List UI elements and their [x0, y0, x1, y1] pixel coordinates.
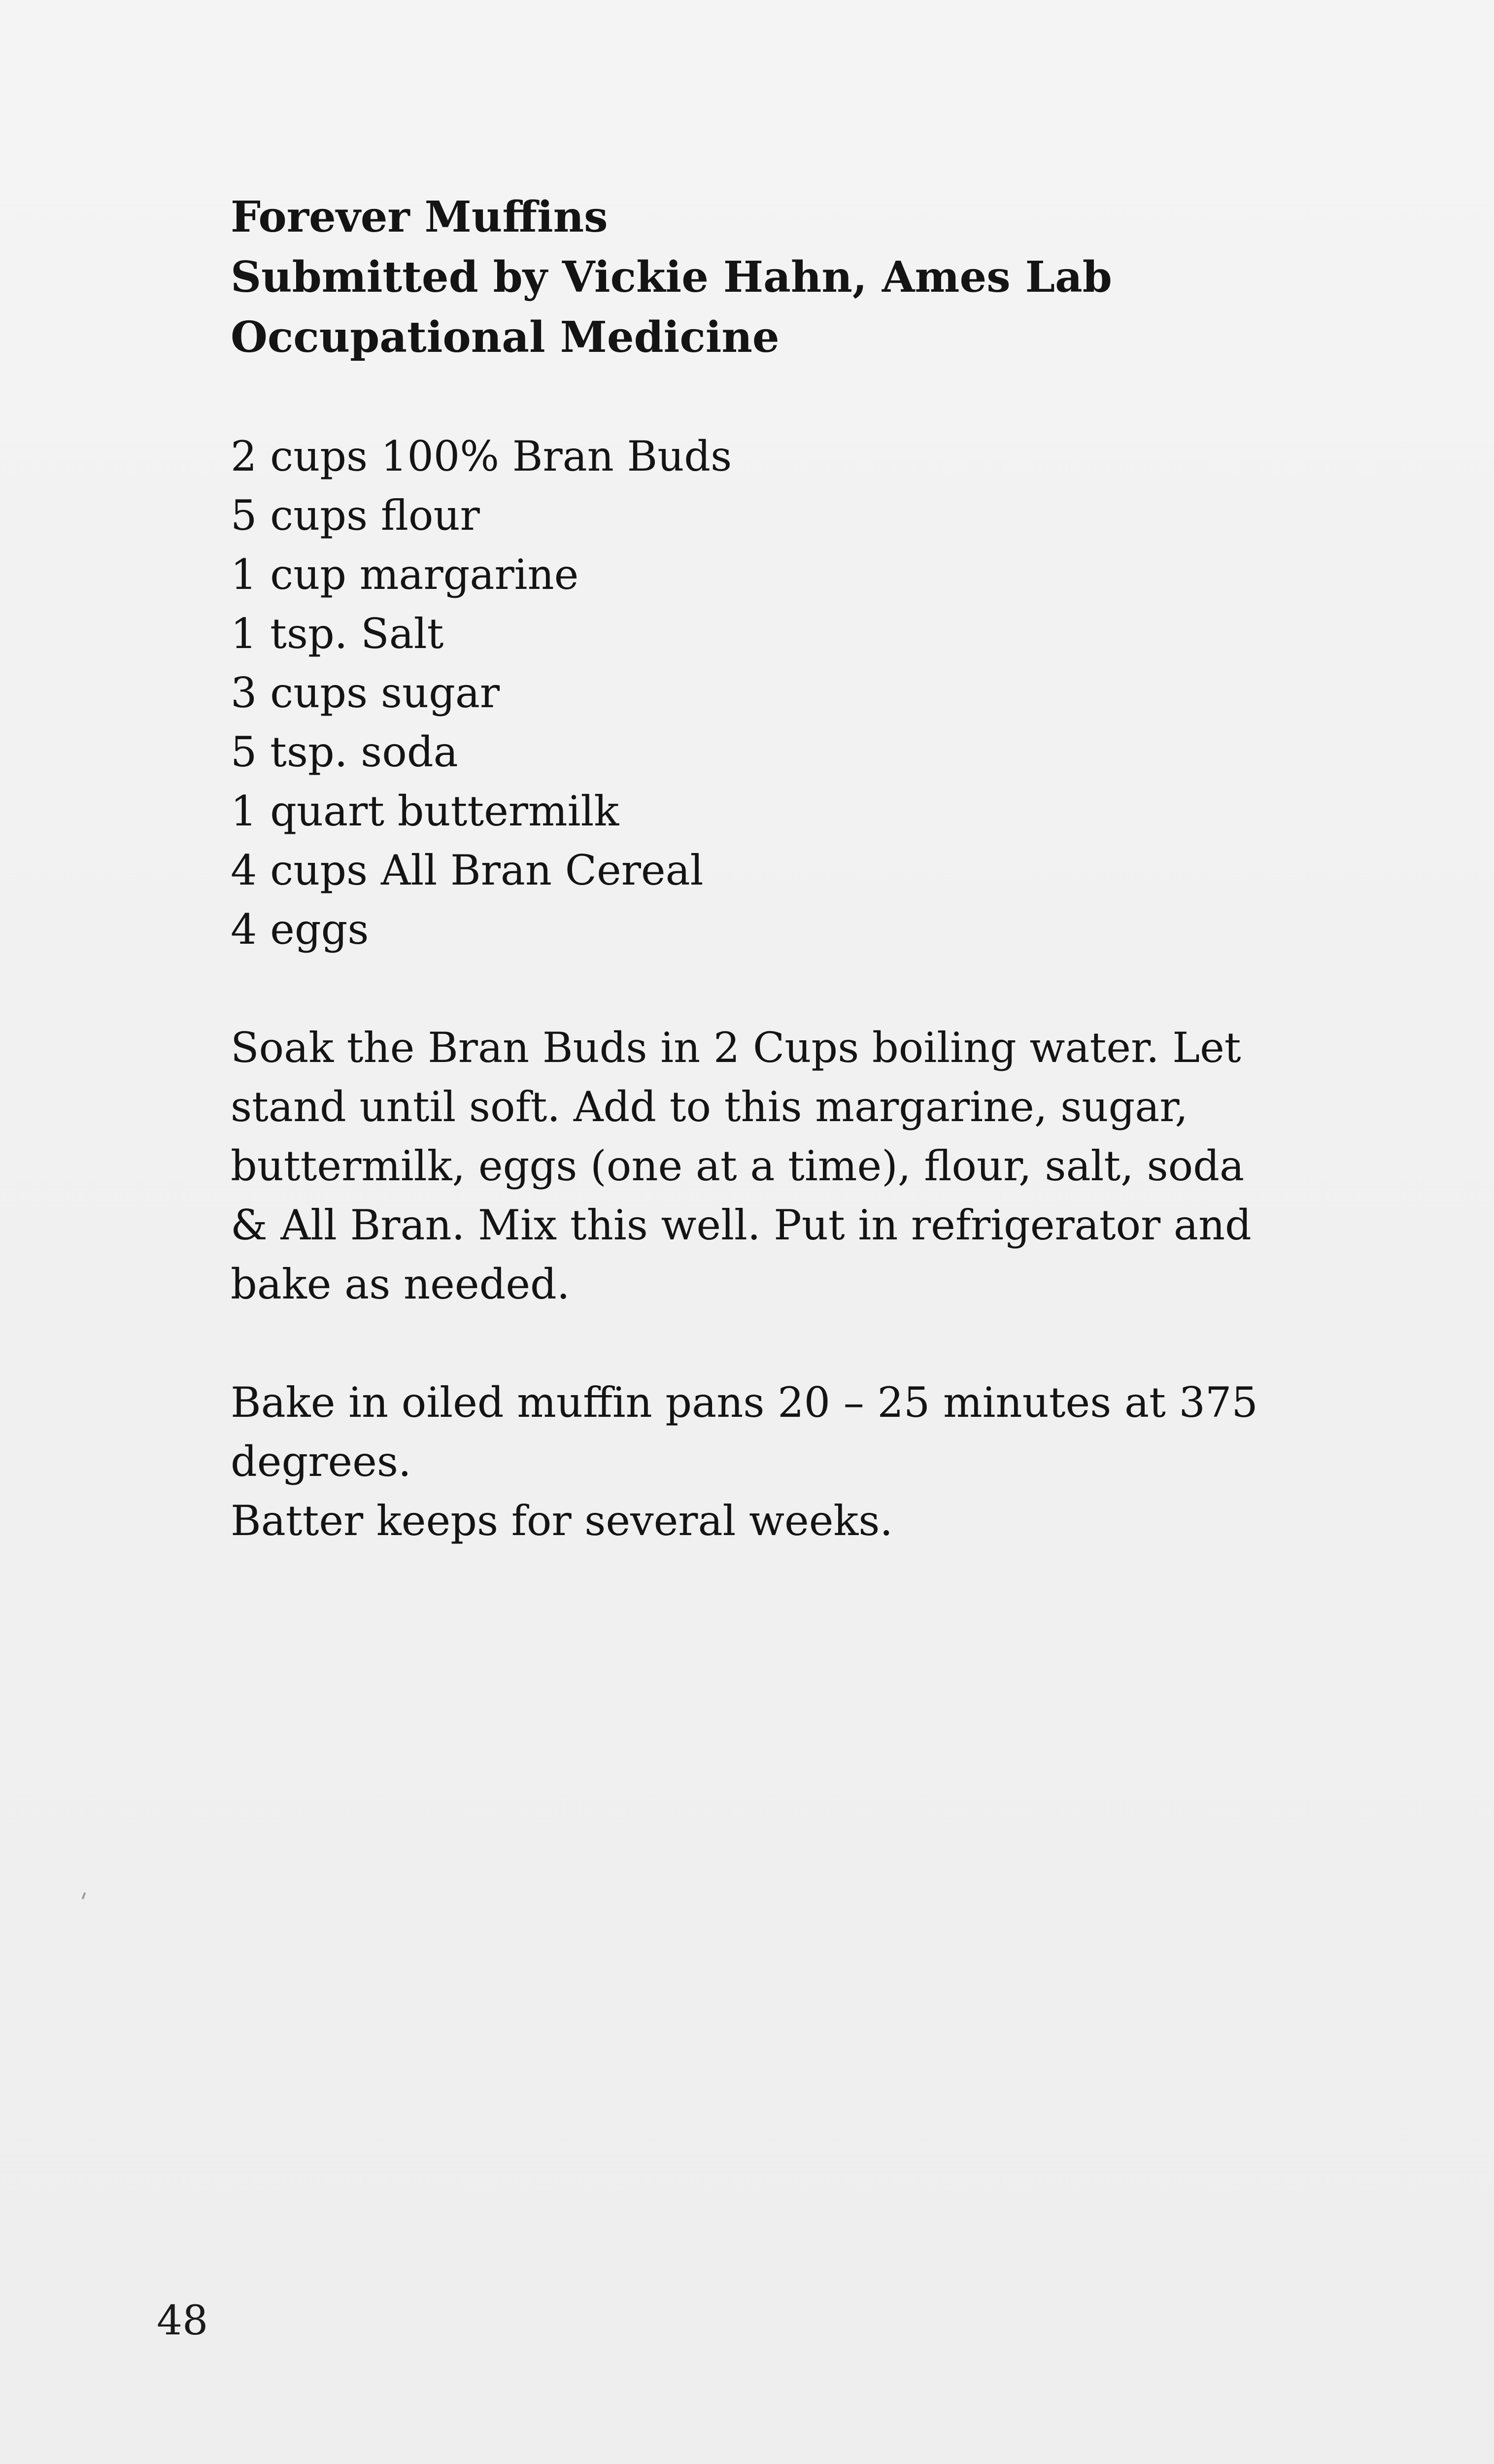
ingredient-item: 3 cups sugar [231, 669, 500, 717]
ingredient-item: 5 tsp. soda [231, 728, 458, 776]
ingredient-item: 4 cups All Bran Cereal [231, 846, 704, 894]
baking-line: Batter keeps for several weeks. [231, 1497, 893, 1545]
instructions-line: bake as needed. [231, 1260, 570, 1308]
recipe-title: Forever Muffins [231, 192, 608, 242]
instructions-line: Soak the Bran Buds in 2 Cups boiling water. Let [231, 1024, 1241, 1072]
ingredient-item: 4 eggs [231, 905, 369, 954]
baking-line: degrees. [231, 1437, 411, 1486]
instructions-line: & All Bran. Mix this well. Put in refrigerator and [231, 1201, 1252, 1249]
instructions-paragraph [231, 1018, 1364, 1314]
ingredient-item: 1 tsp. Salt [231, 610, 444, 658]
baking-paragraph [231, 1373, 1364, 1550]
baking-line: Bake in oiled muffin pans 20 – 25 minutes at 375 [231, 1378, 1258, 1427]
paper-speck [82, 1892, 86, 1900]
ingredient-list [231, 427, 1364, 959]
ingredient-item: 5 cups flour [231, 491, 480, 540]
instructions-line: stand until soft. Add to this margarine, sugar, [231, 1083, 1188, 1131]
recipe-header [231, 187, 1364, 368]
recipe-content [231, 187, 1364, 1550]
ingredient-item: 2 cups 100% Bran Buds [231, 432, 732, 480]
page-number: 48 [157, 2297, 208, 2344]
ingredient-item: 1 quart buttermilk [231, 787, 619, 835]
ingredient-item: 1 cup margarine [231, 550, 579, 599]
recipe-department: Occupational Medicine [231, 312, 780, 362]
recipe-submitter: Submitted by Vickie Hahn, Ames Lab [231, 252, 1112, 302]
instructions-line: buttermilk, eggs (one at a time), flour, salt, soda [231, 1142, 1245, 1190]
